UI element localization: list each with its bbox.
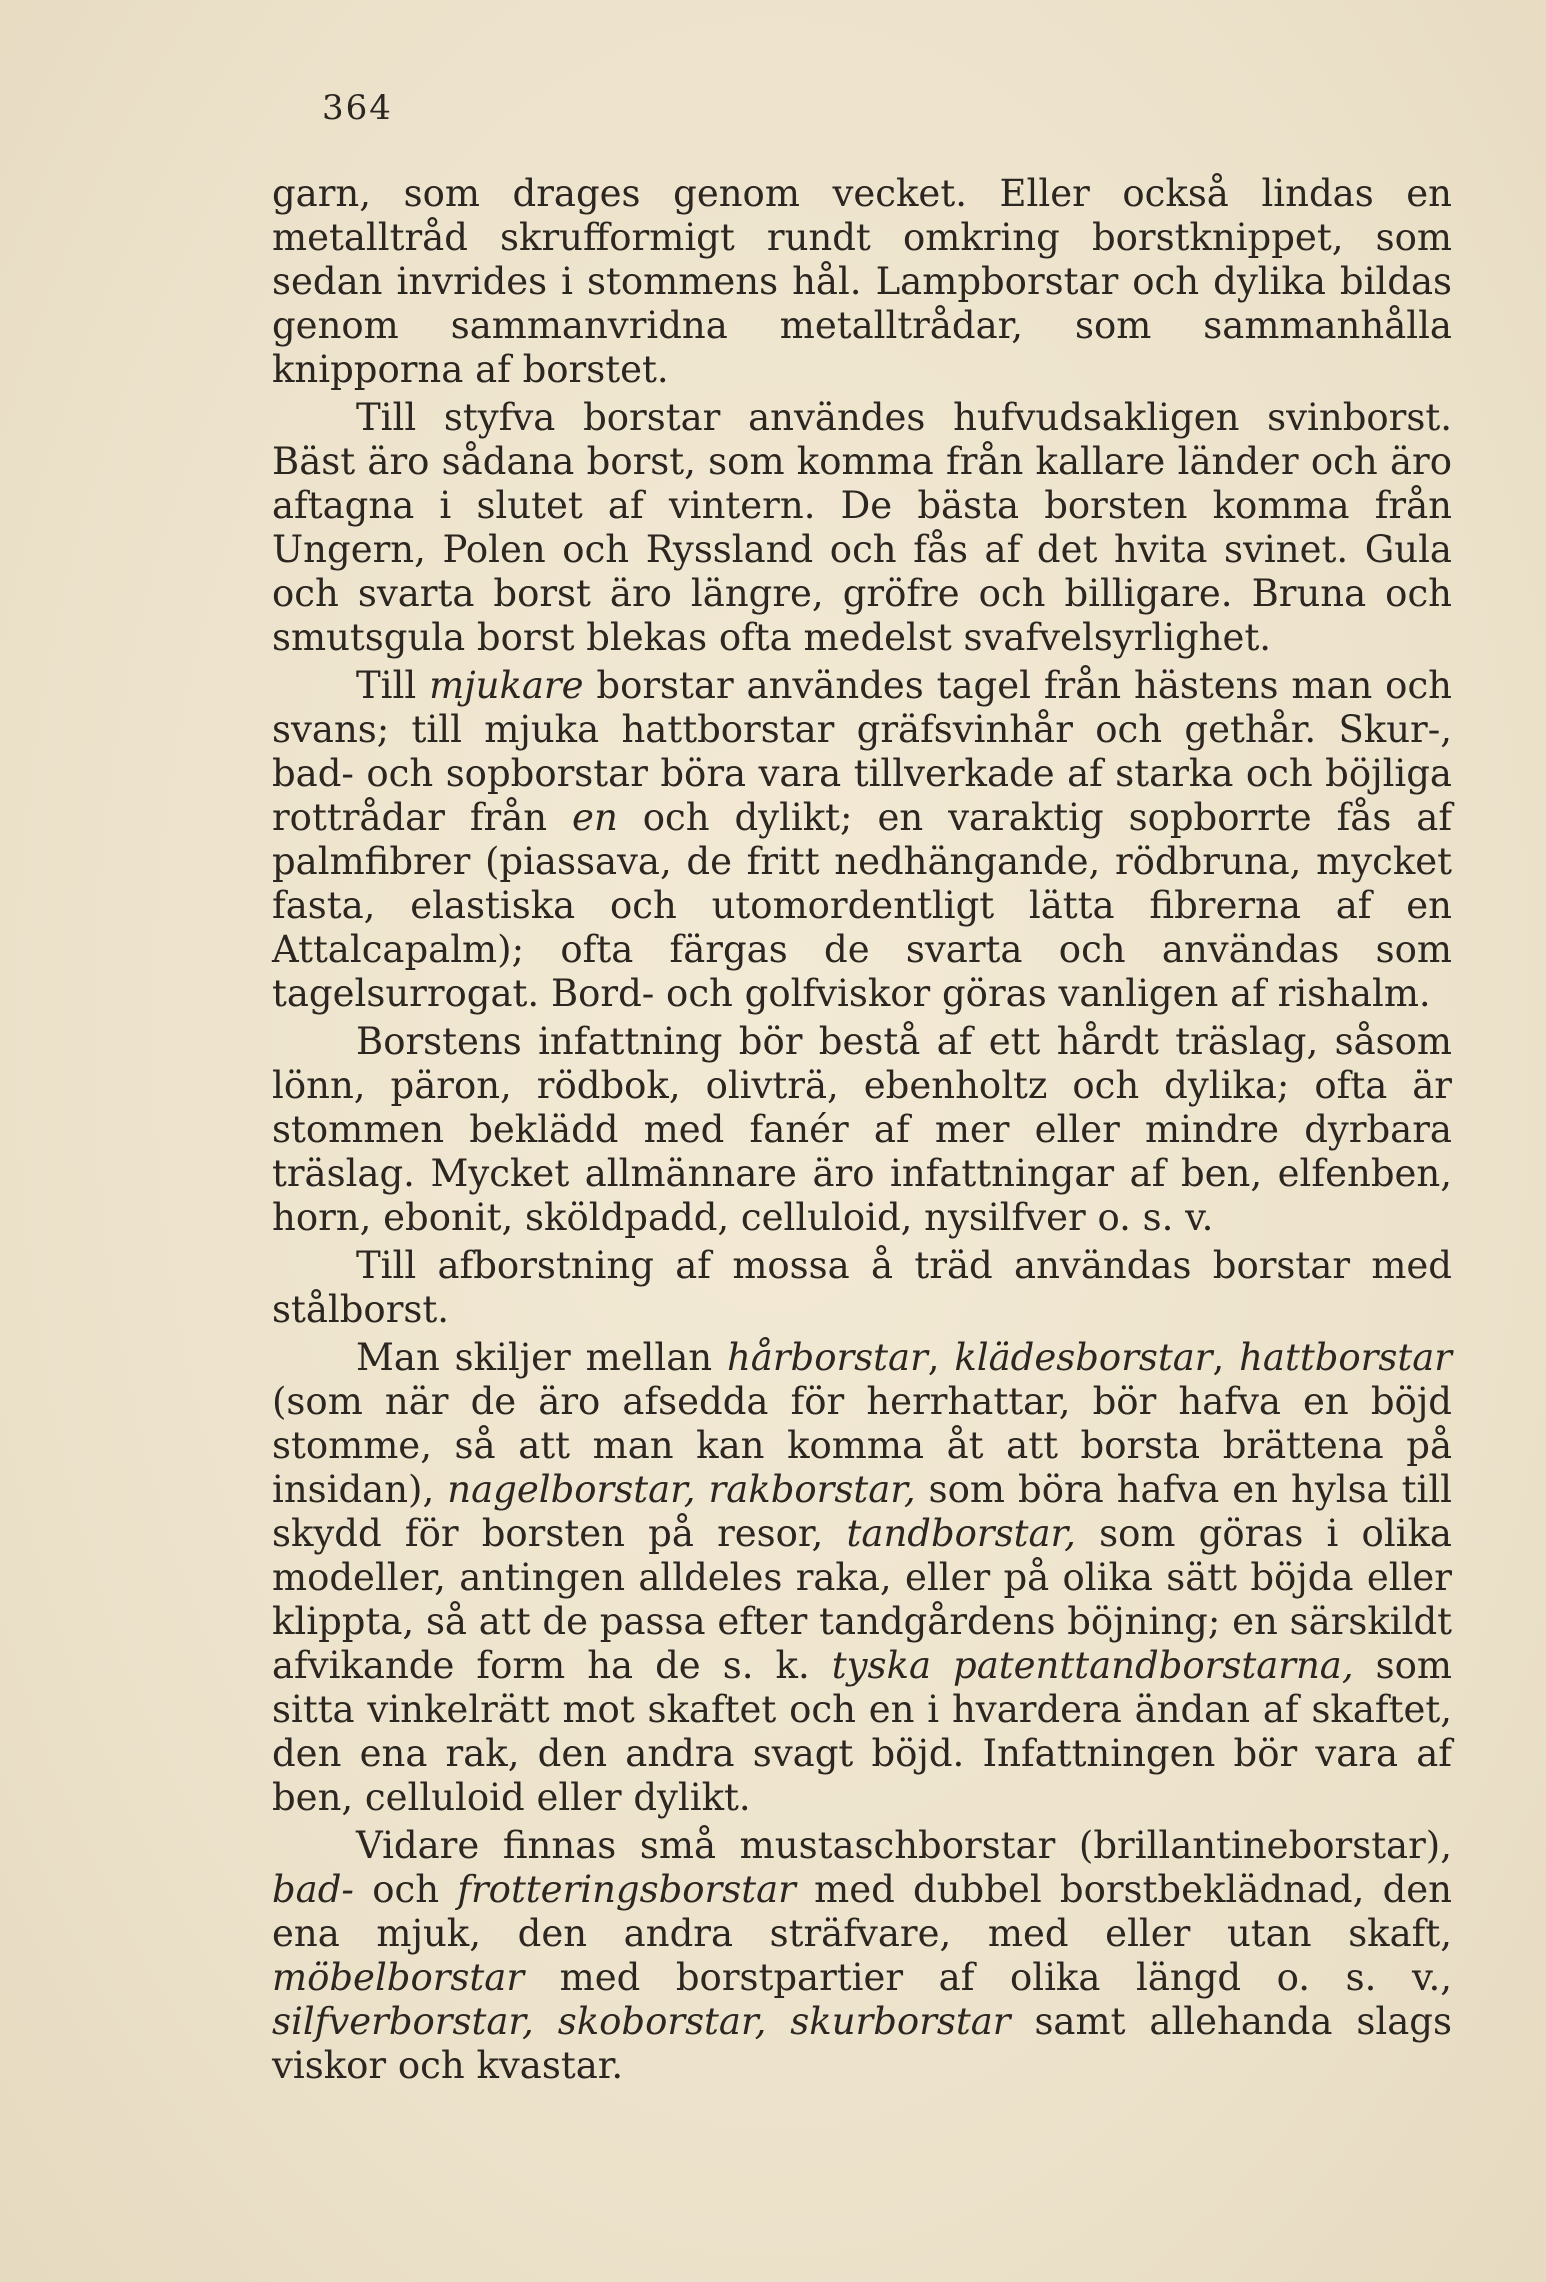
text-run: Till [356,664,430,707]
italic-term: frotteringsborstar [457,1868,796,1911]
italic-term: möbelborstar [272,1956,525,1999]
text-run: Borstens infattning bör bestå af ett hårdt träslag, såsom lönn, päron, rödbok, olivträ, ebenholtz och dylika; ofta är stommen beklädd med fanér af mer eller mindre dyrbara träslag. Mycket allmännare äro infattningar af ben, elfenben, horn, ebonit, sköldpadd, celluloid, nysilfver o. s. v. [272,1020,1452,1239]
text-run: samt allehanda slags viskor och kvastar. [272,2000,1452,2087]
italic-term: klädesborstar [954,1336,1213,1379]
italic-term: hattborstar [1239,1336,1452,1379]
text-run: Till styfva borstar användes hufvudsakligen svinborst. Bäst äro sådana borst, som komma från kallare länder och äro aftagna i slutet af vintern. De bästa borsten komma från Ungern, Polen och Ryssland och fås af det hvita svinet. Gula och svarta borst äro längre, gröfre och billigare. Bruna och smutsgula borst blekas ofta medelst svafvelsyrlighet. [272,396,1452,659]
text-run: borstar användes tagel från hästens man och svans; till mjuka hattborstar gräfsvinhår och gethår. Skur-, bad- och sopborstar böra vara tillverkade af starka och böjliga rottrådar från [272,664,1452,839]
text-run: , [1212,1336,1240,1379]
text-run: som göras i olika modeller, antingen alldeles raka, eller på olika sätt böjda eller klippta, så att de passa efter tandgårdens böjning; en särskildt afvikande form ha de s. k. [272,1512,1452,1687]
italic-term: nagelborstar, rakborstar, [447,1468,916,1511]
paragraph [272,1244,1452,1332]
text-run: (som när de äro afsedda för herrhattar, bör hafva en böjd stomme, så att man kan komma åt att borsta brättena på insidan), [272,1380,1452,1511]
body-text [272,172,1452,2092]
italic-term: en [572,796,618,839]
text-run: med dubbel borstbeklädnad, den ena mjuk, den andra sträfvare, med eller utan skaft, [272,1868,1452,1955]
italic-term: tyska patenttandborstarna, [831,1644,1354,1687]
italic-term: mjukare [429,664,584,707]
text-run: garn, som drages genom vecket. Eller också lindas en metalltråd skrufformigt rundt omkring borstknippet, som sedan invrides i stommens hål. Lampborstar och dylika bildas genom sammanvridna metalltrådar, som sammanhålla knipporna af borstet. [272,172,1452,391]
paragraph [272,1824,1452,2088]
text-run: Vidare finnas små mustaschborstar (brillantineborstar), [356,1824,1452,1867]
paragraph [272,1020,1452,1240]
text-run: Till afborstning af mossa å träd användas borstar med stålborst. [272,1244,1452,1331]
italic-term: silfverborstar, skoborstar, skurborstar [272,2000,1011,2043]
text-run: och [353,1868,458,1911]
paragraph [272,1336,1452,1820]
italic-term: bad- [272,1868,354,1911]
text-run: Man skiljer mellan [356,1336,727,1379]
italic-term: hårborstar [726,1336,928,1379]
paragraph [272,396,1452,660]
page-number: 364 [322,88,393,128]
italic-term: tandborstar, [846,1512,1076,1555]
text-run: , [927,1336,955,1379]
text-run: med borstpartier af olika längd o. s. v., [524,1956,1452,1999]
paragraph [272,664,1452,1016]
paragraph [272,172,1452,392]
text-run: som böra hafva en hylsa till skydd för borsten på resor, [272,1468,1452,1555]
text-run: och dylikt; en varaktig sopborrte fås af palmfibrer (piassava, de fritt nedhängande, rödbruna, mycket fasta, elastiska och utomordentligt lätta fibrerna af en Attalcapalm); ofta färgas de svarta och användas som tagelsurrogat. Bord- och golfviskor göras vanligen af rishalm. [272,796,1453,1015]
text-run: som sitta vinkelrätt mot skaftet och en i hvardera ändan af skaftet, den ena rak, den andra svagt böjd. Infattningen bör vara af ben, celluloid eller dylikt. [272,1644,1452,1819]
